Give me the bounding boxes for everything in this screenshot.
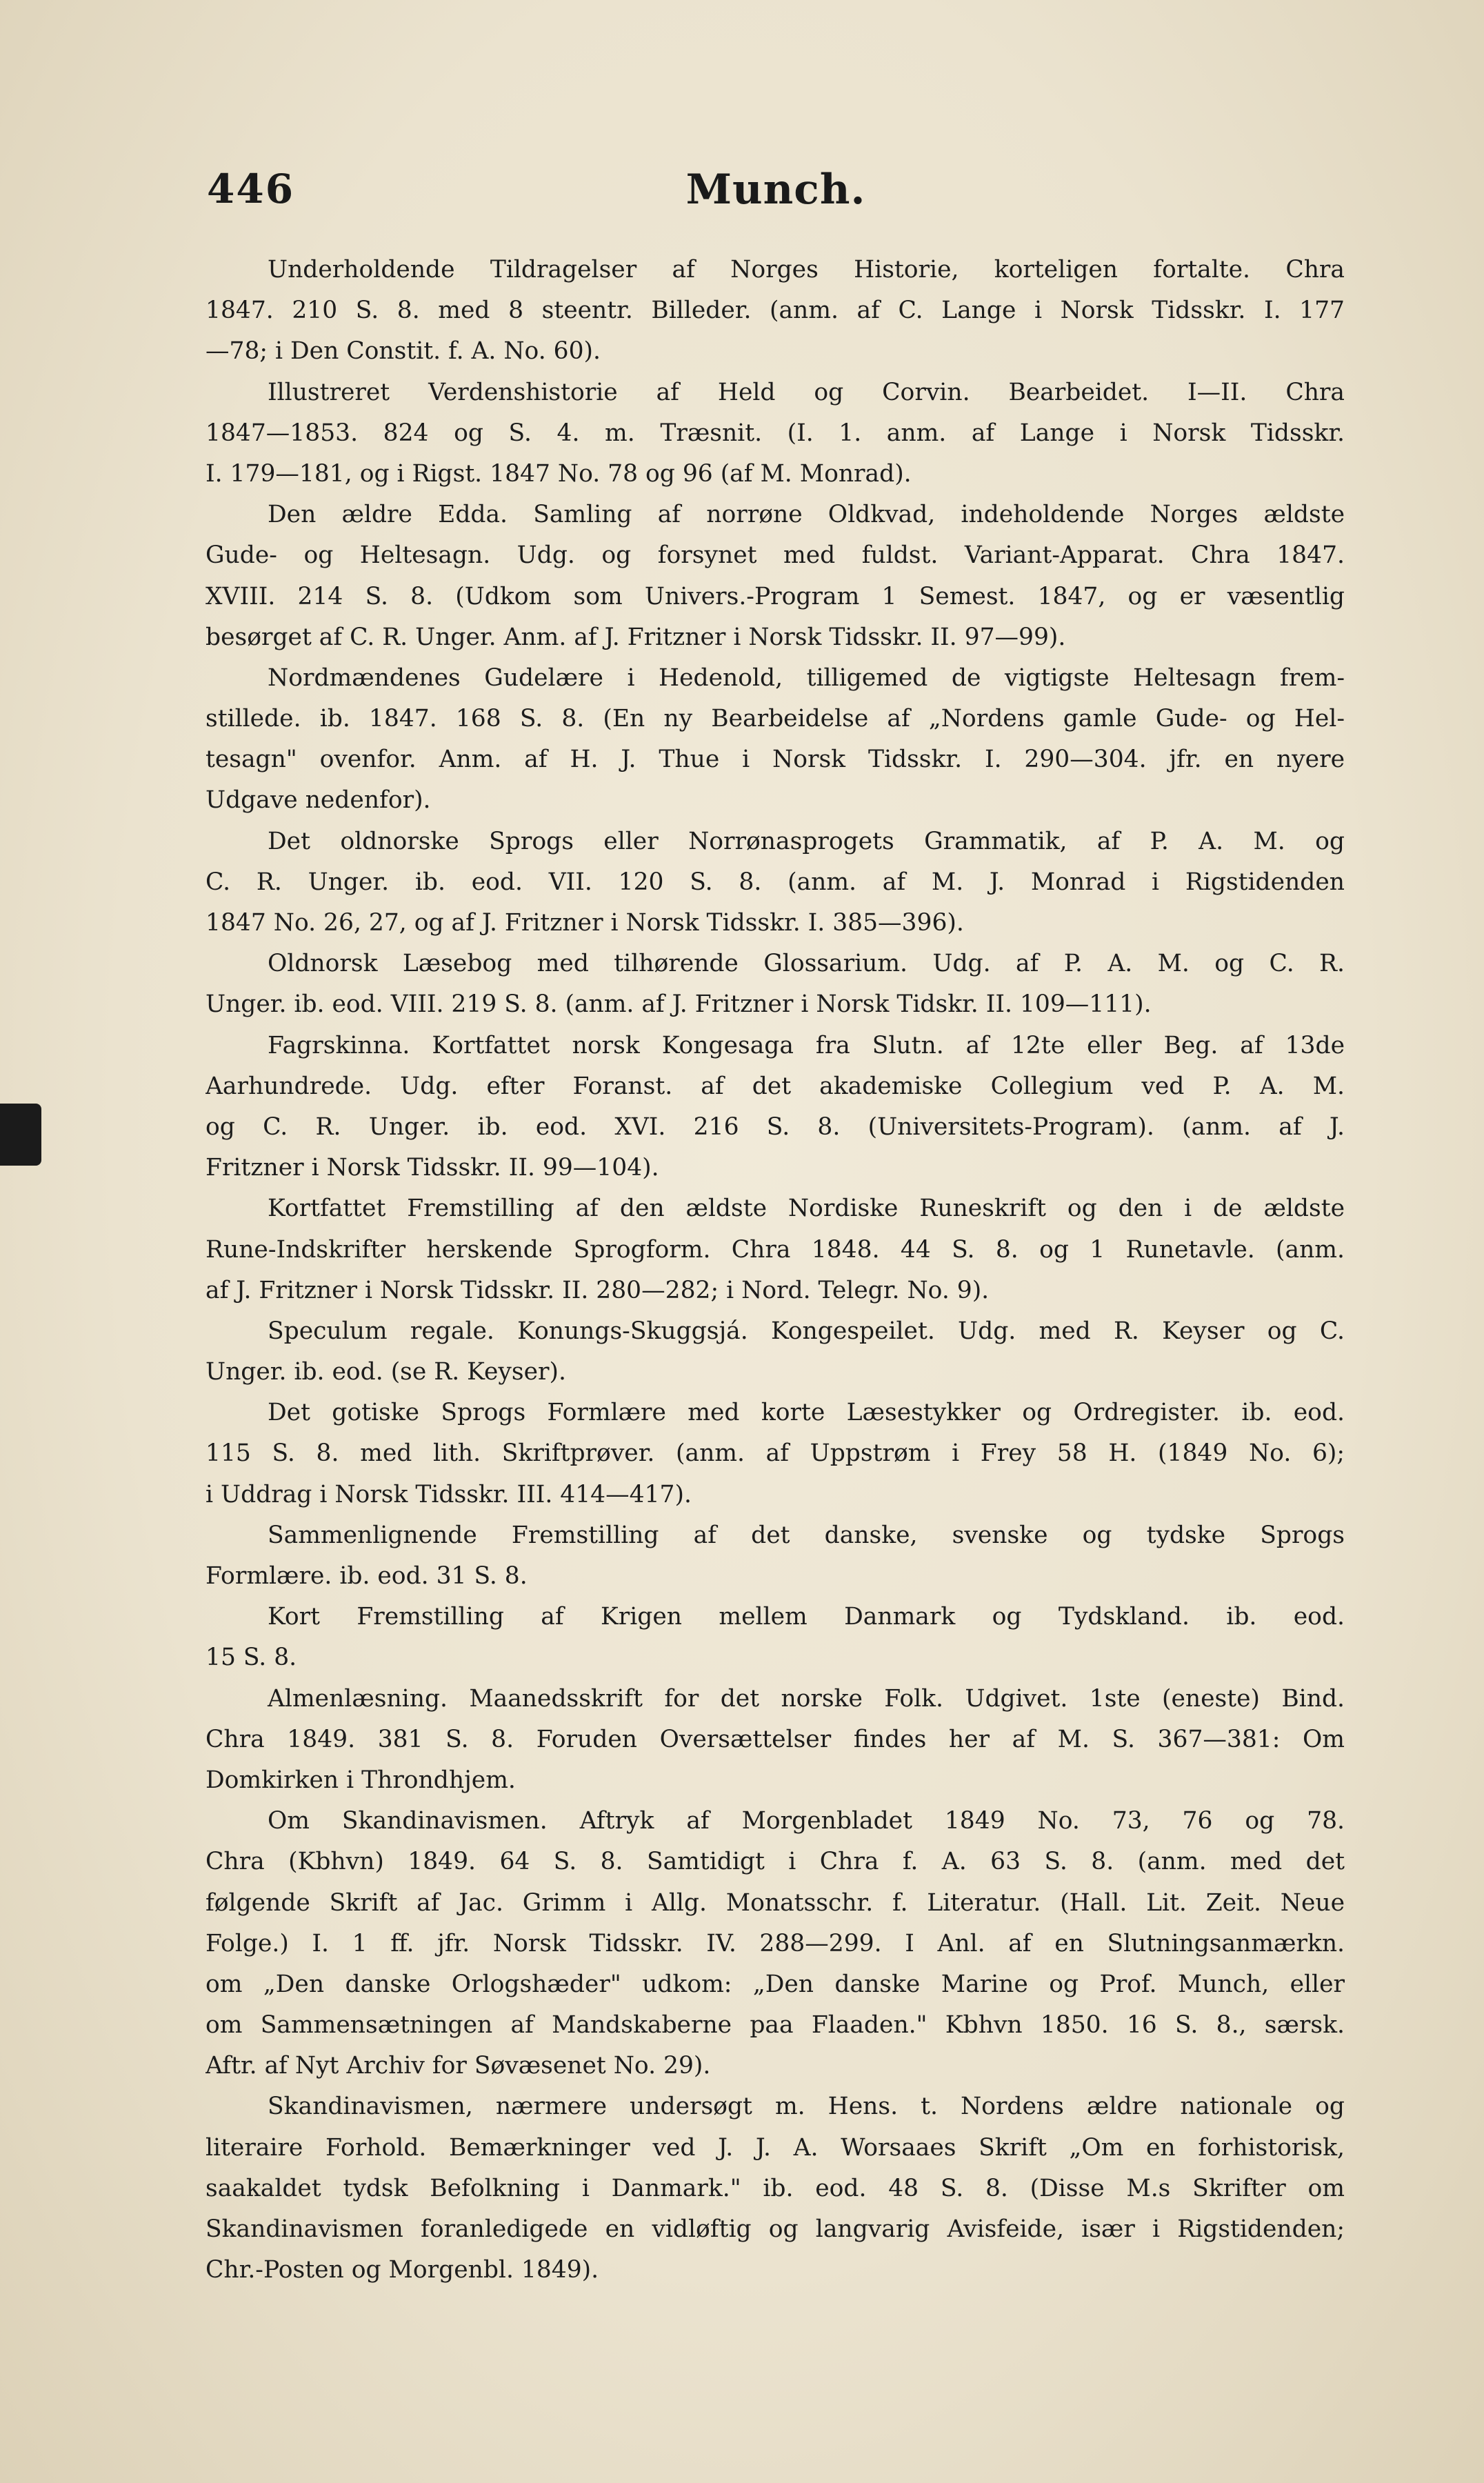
text-line: Domkirken i Throndhjem.	[205, 1766, 516, 1794]
text-line: Den ældre Edda. Samling af norrøne Oldkvad, indeholdende Norges ældste	[268, 501, 1345, 529]
text-line: Skandinavismen foranledigede en vidløftig og langvarig Avisfeide, især i Rigstidenden;	[205, 2215, 1345, 2243]
text-line: Nordmændenes Gudelære i Hedenold, tilligemed de vigtigste Heltesagn frem-	[268, 664, 1345, 692]
text-line: i Uddrag i Norsk Tidsskr. III. 414—417).	[205, 1480, 692, 1508]
text-line: Det oldnorske Sprogs eller Norrønasprogets Grammatik, af P. A. M. og	[268, 827, 1345, 855]
running-head: Munch.	[685, 166, 866, 214]
text-line: 1847 No. 26, 27, og af J. Fritzner i Norsk Tidsskr. I. 385—396).	[205, 909, 964, 937]
text-line: Fagrskinna. Kortfattet norsk Kongesaga fra Slutn. af 12te eller Beg. af 13de	[268, 1031, 1345, 1059]
text-line: Almenlæsning. Maanedsskrift for det norske Folk. Udgivet. 1ste (eneste) Bind.	[268, 1684, 1345, 1713]
text-line: Folge.) I. 1 ff. jfr. Norsk Tidsskr. IV. 288—299. I Anl. af en Slutningsanmærkn.	[205, 1929, 1345, 1957]
page-number: 446	[207, 166, 295, 212]
text-line: Formlære. ib. eod. 31 S. 8.	[205, 1562, 528, 1590]
binding-mark	[0, 1104, 41, 1166]
text-line: Det gotiske Sprogs Formlære med korte Læsestykker og Ordregister. ib. eod.	[268, 1399, 1345, 1427]
text-line: literaire Forhold. Bemærkninger ved J. J. A. Worsaaes Skrift „Om en forhistorisk,	[205, 2133, 1345, 2162]
text-line: om Sammensætningen af Mandskaberne paa Flaaden." Kbhvn 1850. 16 S. 8., særsk.	[205, 2011, 1345, 2040]
text-line: Aftr. af Nyt Archiv for Søvæsenet No. 29).	[205, 2052, 711, 2080]
text-line: I. 179—181, og i Rigst. 1847 No. 78 og 96 (af M. Monrad).	[205, 459, 912, 488]
text-line: saakaldet tydsk Befolkning i Danmark." ib. eod. 48 S. 8. (Disse M.s Skrifter om	[205, 2174, 1345, 2202]
text-line: om „Den danske Orlogshæder" udkom: „Den danske Marine og Prof. Munch, eller	[205, 1970, 1345, 1998]
text-line: Unger. ib. eod. (se R. Keyser).	[205, 1358, 566, 1386]
text-line: Kort Fremstilling af Krigen mellem Danmark og Tydskland. ib. eod.	[268, 1603, 1345, 1631]
text-line: Gude- og Heltesagn. Udg. og forsynet med fuldst. Variant-Apparat. Chra 1847.	[205, 541, 1345, 570]
text-line: Speculum regale. Konungs-Skuggsjá. Kongespeilet. Udg. med R. Keyser og C.	[268, 1317, 1345, 1345]
text-line: Unger. ib. eod. VIII. 219 S. 8. (anm. af J. Fritzner i Norsk Tidskr. II. 109—111).	[205, 990, 1152, 1019]
text-line: XVIII. 214 S. 8. (Udkom som Univers.-Program 1 Semest. 1847, og er væsentlig	[205, 582, 1345, 610]
text-line: Sammenlignende Fremstilling af det danske, svenske og tydske Sprogs	[268, 1521, 1345, 1549]
text-line: Chra (Kbhvn) 1849. 64 S. 8. Samtidigt i Chra f. A. 63 S. 8. (anm. med det	[205, 1848, 1345, 1876]
text-line: Udgave nedenfor).	[205, 786, 431, 815]
text-line: stillede. ib. 1847. 168 S. 8. (En ny Bearbeidelse af „Nordens gamle Gude- og Hel-	[205, 705, 1345, 733]
text-line: Om Skandinavismen. Aftryk af Morgenbladet 1849 No. 73, 76 og 78.	[268, 1807, 1345, 1835]
text-line: Skandinavismen, nærmere undersøgt m. Hens. t. Nordens ældre nationale og	[268, 2093, 1345, 2121]
text-line: 1847. 210 S. 8. med 8 steentr. Billeder. (anm. af C. Lange i Norsk Tidsskr. I. 177	[205, 297, 1345, 325]
text-line: 1847—1853. 824 og S. 4. m. Træsnit. (I. 1. anm. af Lange i Norsk Tidsskr.	[205, 419, 1345, 447]
text-line: Kortfattet Fremstilling af den ældste Nordiske Runeskrift og den i de ældste	[268, 1195, 1345, 1223]
text-line: Oldnorsk Læsebog med tilhørende Glossarium. Udg. af P. A. M. og C. R.	[268, 950, 1345, 978]
text-line: af J. Fritzner i Norsk Tidsskr. II. 280—282; i Nord. Telegr. No. 9).	[205, 1276, 990, 1304]
bibliography-text	[205, 250, 1345, 2291]
text-line: Underholdende Tildragelser af Norges Historie, korteligen fortalte. Chra	[268, 256, 1345, 283]
text-line: Fritzner i Norsk Tidsskr. II. 99—104).	[205, 1154, 659, 1182]
text-line: Rune-Indskrifter herskende Sprogform. Chra 1848. 44 S. 8. og 1 Runetavle. (anm.	[205, 1235, 1345, 1264]
text-line: 15 S. 8.	[205, 1644, 297, 1672]
text-line: Chra 1849. 381 S. 8. Foruden Oversættelser findes her af M. S. 367—381: Om	[205, 1725, 1345, 1753]
page-header	[207, 166, 1345, 221]
text-line: C. R. Unger. ib. eod. VII. 120 S. 8. (anm. af M. J. Monrad i Rigstidenden	[205, 868, 1345, 896]
text-line: følgende Skrift af Jac. Grimm i Allg. Monatsschr. f. Literatur. (Hall. Lit. Zeit. Neue	[205, 1888, 1345, 1917]
text-line: Illustreret Verdenshistorie af Held og Corvin. Bearbeidet. I—II. Chra	[268, 378, 1345, 406]
text-line: Chr.-Posten og Morgenbl. 1849).	[205, 2256, 599, 2284]
text-line: 115 S. 8. med lith. Skriftprøver. (anm. af Uppstrøm i Frey 58 H. (1849 No. 6);	[205, 1439, 1345, 1468]
text-line: og C. R. Unger. ib. eod. XVI. 216 S. 8. (Universitets-Program). (anm. af J.	[205, 1113, 1345, 1141]
text-line: tesagn" ovenfor. Anm. af H. J. Thue i Norsk Tidsskr. I. 290—304. jfr. en nyere	[205, 746, 1345, 774]
text-line: —78; i Den Constit. f. A. No. 60).	[205, 337, 601, 366]
text-line: besørget af C. R. Unger. Anm. af J. Fritzner i Norsk Tidsskr. II. 97—99).	[205, 623, 1066, 651]
text-line: Aarhundrede. Udg. efter Foranst. af det akademiske Collegium ved P. A. M.	[205, 1072, 1345, 1100]
